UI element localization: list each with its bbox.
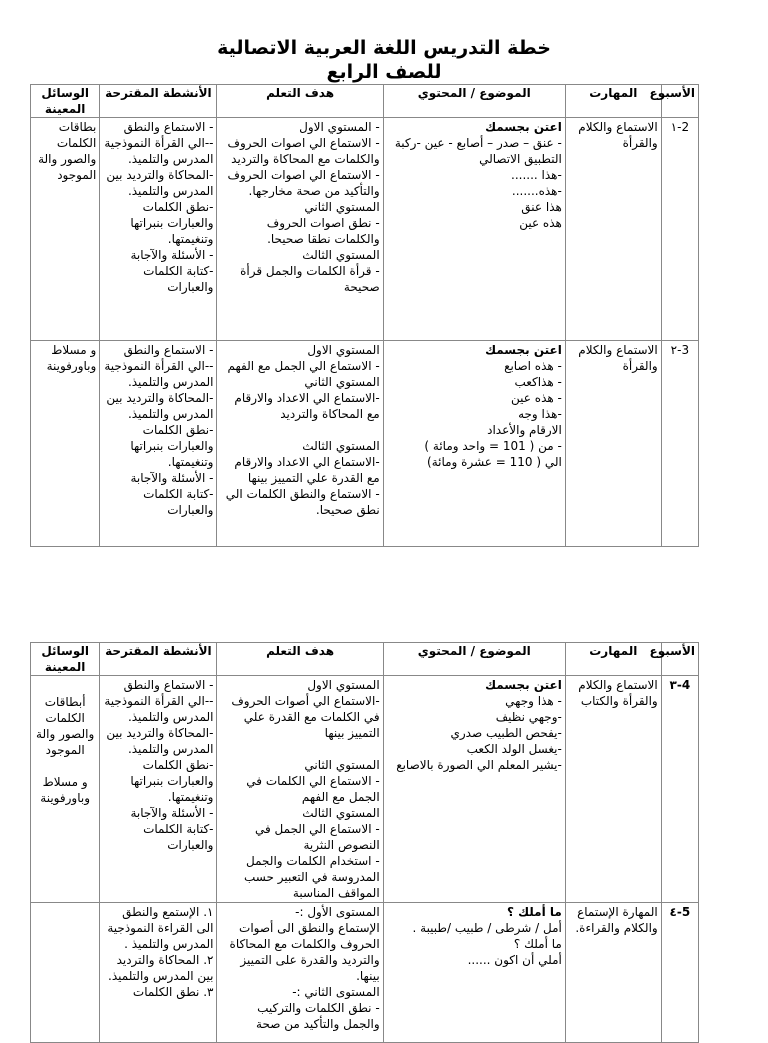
- topic-content: - هذا وجهي -وجهي نظيف -يفحص الطبيب صدري -يغسل الولد الكعب -يشير المعلم الي الصورة بالاصابع: [396, 694, 562, 772]
- cell-topic: [383, 341, 565, 547]
- cell-skills: الاستماع والكلام والقرأة والكتاب: [565, 676, 661, 903]
- cell-topic: [383, 676, 565, 903]
- table-header-row: [31, 85, 699, 118]
- title-line-1: خطة التدريس اللغة العربية الاتصالية: [217, 37, 551, 59]
- cell-goal: المستوى الأول :- الإستماع والنطق الى أصوات الحروف والكلمات مع المحاكاة والترديد والقدرة على التمييز بينها. المستوى الثاني :- - نطق الكلمات والتركيب والجمل والتأكيد من صحة: [217, 903, 383, 1043]
- cell-week: 3-٢: [661, 341, 698, 547]
- cell-topic: [383, 903, 565, 1043]
- header-week: الأسبوع: [661, 85, 698, 118]
- lesson-plan-table-2: [30, 642, 699, 1043]
- cell-skills: الاستماع والكلام والقرأة: [565, 118, 661, 341]
- header-activities: الأنشطة المقترحة: [100, 643, 217, 676]
- cell-goal: - المستوي الاول - الاستماع الي اصوات الحروف والكلمات مع المحاكاة والترديد - الاستماع الي اصوات الحروف والتأكيد من صحة مخارجها. المستوي الثاني - نطق اصوات الحروف والكلمات نطقا صحيحا. المستوي الثالث - قرأة الكلمات والجمل قرأة صحيحة: [217, 118, 383, 341]
- topic-title: اعتن بجسمك: [485, 343, 562, 357]
- table-row: [31, 676, 699, 903]
- table-header-row: [31, 643, 699, 676]
- cell-goal: المستوي الاول - الاستماع الي الجمل مع الفهم المستوي الثاني -الاستماع الي الاعداد والارقام مع المحاكاة والترديد المستوي الثالث -الاستماع الي الاعداد والارقام مع القدرة علي التمييز بينها - الاستماع والنطق الكلمات الي نطق صحيحا.: [217, 341, 383, 547]
- header-topic: الموضوع / المحتوي: [383, 643, 565, 676]
- header-skills: المهارت: [565, 85, 661, 118]
- header-skills: المهارت: [565, 643, 661, 676]
- table-row: [31, 903, 699, 1043]
- header-media: الوسائل المعينة: [31, 643, 100, 676]
- header-goal: هدف التعلم: [217, 85, 383, 118]
- cell-skills: المهارة الإستماع والكلام والقراءة.: [565, 903, 661, 1043]
- topic-content: - عنق – صدر – أصابع - عين -ركبة التطبيق الاتصالي -هذا ....... -هذه....... هذا عنق هذه عين: [394, 136, 562, 230]
- cell-week: 2-١: [661, 118, 698, 341]
- cell-media: [31, 903, 100, 1043]
- header-week: الأسبوع: [661, 643, 698, 676]
- table-row: [31, 118, 699, 341]
- cell-media: و مسلاط وباورفوينة: [31, 341, 100, 547]
- document-title: [0, 36, 768, 84]
- table-row: [31, 341, 699, 547]
- lesson-plan-table-1: [30, 84, 699, 547]
- cell-activities: - الاستماع والنطق --الي القرأة النموذجية المدرس والتلميذ. -المحاكاة والترديد بين المدرس والتلميذ. -نطق الكلمات والعبارات بنبراتها وتنغيمتها. - الأسئلة والآجابة -كتابة الكلمات والعبارات: [100, 341, 217, 547]
- topic-title: اعتن بجسمك: [485, 120, 562, 134]
- cell-topic: [383, 118, 565, 341]
- topic-content: أمل / شرطى / طبيب /طبيبة . ما أملك ؟ أملي أن اكون ......: [412, 921, 562, 967]
- cell-skills: الاستماع والكلام والقرأة: [565, 341, 661, 547]
- topic-title: اعتن بجسمك: [485, 678, 562, 692]
- topic-content: - هذه اصابع - هذاكعب - هذه عين -هذا وجه الارقام والأعداد - من ( 101 = واحد ومائة ) الي ( 110 = عشرة ومائة): [424, 359, 562, 469]
- title-line-2: للصف الرابع: [326, 61, 442, 83]
- cell-activities: - الاستماع والنطق --الي القرأة النموذجية المدرس والتلميذ. -المحاكاة والترديد بين المدرس والتلميذ. -نطق الكلمات والعبارات بنبراتها وتنغيمتها. - الأسئلة والآجابة -كتابة الكلمات والعبارات: [100, 118, 217, 341]
- header-media: الوسائل المعينة: [31, 85, 100, 118]
- topic-title: ما أملك ؟: [506, 905, 562, 919]
- cell-media: أبطاقات الكلمات والصور والة الموجود و مسلاط وباورفوينة: [31, 676, 100, 903]
- header-goal: هدف التعلم: [217, 643, 383, 676]
- header-activities: الأنشطة المقترحة: [100, 85, 217, 118]
- cell-media: بطاقات الكلمات والصور والة الموجود: [31, 118, 100, 341]
- cell-goal: المستوي الاول -الاستماع الي أصوات الحروف في الكلمات مع القدرة علي التمييز بينها المستوي الثاني - الاستماع الي الكلمات في الجمل مع الفهم المستوي الثالث - الاستماع الي الجمل في النصوص النثرية - استخدام الكلمات والجمل المدروسة في التعبير حسب المواقف المناسبة: [217, 676, 383, 903]
- header-topic: الموضوع / المحتوي: [383, 85, 565, 118]
- cell-week: 5-٤: [661, 903, 698, 1043]
- cell-activities: - الاستماع والنطق --الي القرأة النموذجية المدرس والتلميذ. -المحاكاة والترديد بين المدرس والتلميذ. -نطق الكلمات والعبارات بنبراتها وتنغيمتها. - الأسئلة والآجابة -كتابة الكلمات والعبارات: [100, 676, 217, 903]
- cell-activities: ١. الإستمع والنطق الى القراءة النموذجية المدرس والتلميذ . ٢. المحاكاة والترديد بين المدرس والتلميذ. ٣. نطق الكلمات: [100, 903, 217, 1043]
- cell-week: 4-٣: [661, 676, 698, 903]
